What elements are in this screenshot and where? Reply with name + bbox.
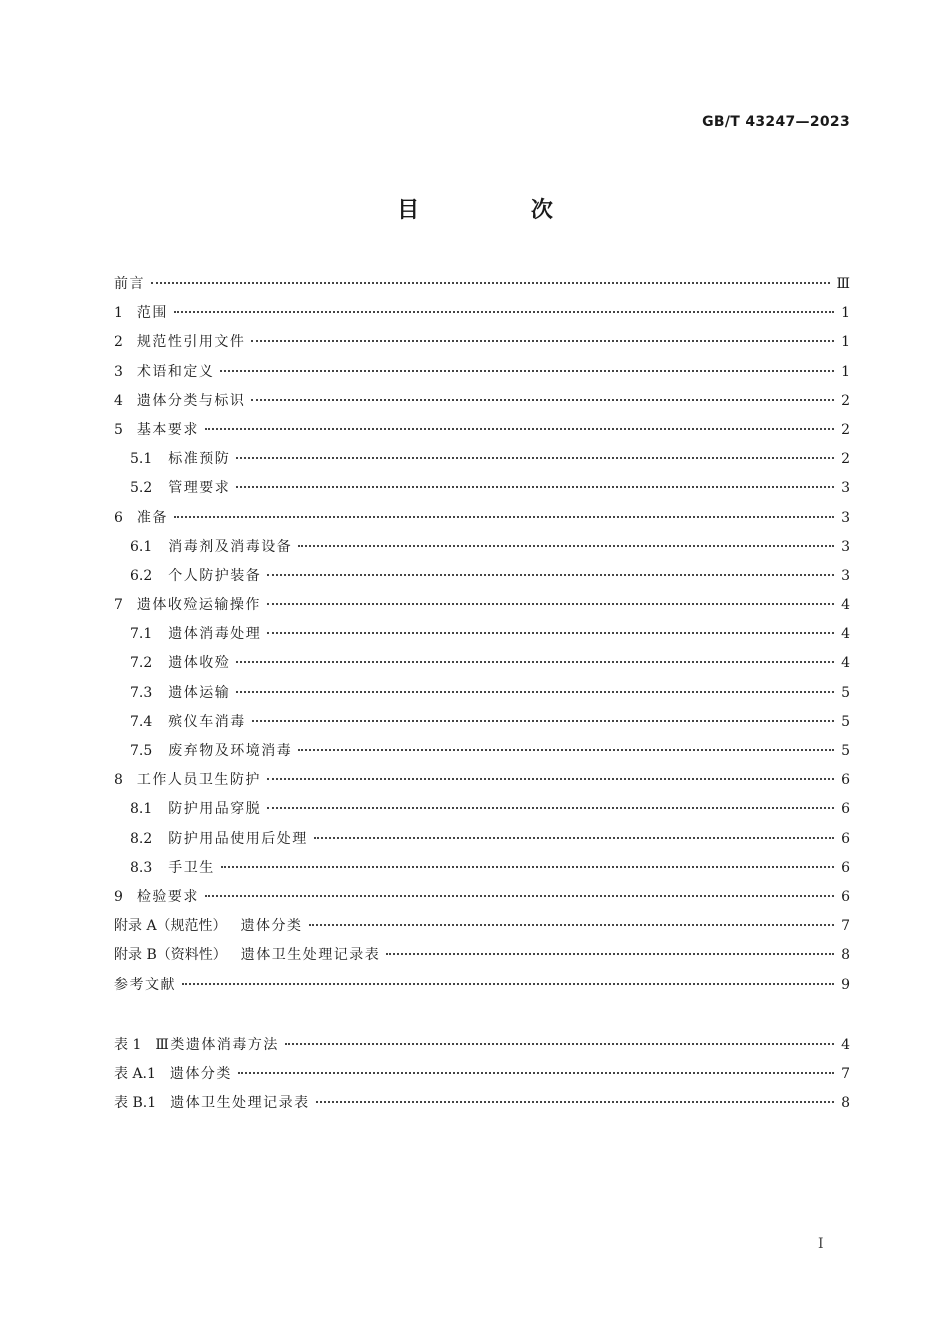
entry-number: 5.2 [130,480,153,497]
entry-page-number: 3 [841,567,850,584]
entry-number: 1 [114,305,123,322]
table-of-contents [114,270,850,1000]
entry-title: 遗体消毒处理 [168,626,262,643]
entry-number: 7.2 [130,655,153,672]
dot-leader [151,281,830,284]
entry-page-number: 3 [841,480,850,497]
entry-title: 规范性引用文件 [136,334,246,351]
entry-number: 3 [114,363,123,380]
entry-number: 8.3 [130,859,153,876]
entry-page-number: 6 [841,830,850,847]
toc-entry[interactable] [114,445,850,474]
toc-entry[interactable] [114,562,850,591]
entry-title: 遗体收殓 [168,655,231,672]
entry-number: 8.2 [130,830,153,847]
dot-leader [314,836,834,839]
entry-page-number: 6 [841,888,850,905]
dot-leader [386,952,834,955]
entry-title: 遗体分类与标识 [136,392,246,409]
entry-page-number: Ⅲ [836,276,850,292]
toc-entry[interactable] [114,649,850,678]
entry-title: 手卫生 [168,859,215,876]
entry-title: 遗体运输 [168,684,231,701]
toc-entry[interactable] [114,533,850,562]
toc-entry[interactable] [114,912,850,941]
entry-number: 表 1 [114,1037,142,1053]
toc-entry[interactable] [114,387,850,416]
page-title: 目 次 [397,198,605,223]
dot-leader [236,456,834,459]
entry-number: 6.2 [130,567,153,584]
entry-title: 防护用品使用后处理 [168,830,308,847]
toc-entry[interactable] [114,679,850,708]
toc-entry[interactable] [114,737,850,766]
entry-number: 7 [114,597,123,614]
dot-leader [267,806,834,809]
entry-page-number: 6 [841,801,850,818]
entry-title: 个人防护装备 [168,567,262,584]
toc-entry[interactable] [114,941,850,970]
entry-page-number: 2 [841,392,850,409]
dot-leader [238,1071,834,1074]
entry-number: 6 [114,509,123,526]
entry-page-number: 1 [841,363,850,380]
table-list-entry[interactable] [114,1089,850,1118]
dot-leader [267,573,834,576]
toc-entry[interactable] [114,971,850,1000]
dot-leader [205,427,834,430]
toc-entry[interactable] [114,854,850,883]
entry-number: 7.5 [130,743,153,759]
entry-title: 标准预防 [168,451,231,468]
dot-leader [267,602,834,605]
toc-entry[interactable] [114,795,850,824]
table-list-entry[interactable] [114,1060,850,1089]
entry-page-number: 3 [841,509,850,526]
entry-number: 表 A.1 [114,1066,156,1083]
toc-entry[interactable] [114,474,850,503]
entry-page-number: 9 [841,976,850,993]
entry-title: 废弃物及环境消毒 [168,743,293,759]
toc-entry[interactable] [114,825,850,854]
dot-leader [251,398,834,401]
dot-leader [220,369,834,372]
entry-title: 检验要求 [136,888,199,905]
entry-page-number: 2 [841,451,850,468]
entry-page-number: 6 [841,772,850,789]
toc-entry[interactable] [114,270,850,299]
toc-entry[interactable] [114,708,850,737]
entry-number: 7.1 [130,626,153,643]
entry-number: 5 [114,421,123,438]
entry-title: 遗体收殓运输操作 [136,597,261,614]
entry-title: 遗体分类 [169,1066,232,1083]
entry-title: Ⅲ类遗体消毒方法 [155,1037,279,1053]
entry-number: 8 [114,772,123,789]
dot-leader [267,631,834,634]
dot-leader [316,1100,834,1103]
entry-page-number: 4 [841,655,850,672]
entry-number: 5.1 [130,451,153,468]
entry-title: 工作人员卫生防护 [136,772,261,789]
dot-leader [267,777,834,780]
entry-page-number: 7 [841,1066,850,1083]
dot-leader [309,923,834,926]
dot-leader [236,485,834,488]
entry-title: 遗体分类 [240,918,303,935]
entry-title: 范围 [136,305,168,322]
page-number: I [818,1236,824,1252]
toc-entry[interactable] [114,883,850,912]
entry-page-number: 8 [841,947,850,964]
entry-number: 4 [114,392,123,409]
toc-entry[interactable] [114,620,850,649]
entry-title: 术语和定义 [136,363,215,380]
dot-leader [285,1042,834,1045]
dot-leader [236,660,834,663]
entry-page-number: 6 [841,859,850,876]
entry-page-number: 2 [841,421,850,438]
dot-leader [298,748,834,751]
dot-leader [236,690,834,693]
entry-title: 准备 [136,509,168,526]
standard-code: GB/T 43247—2023 [702,114,850,130]
entry-title: 遗体卫生处理记录表 [170,1095,310,1112]
table-list-entry[interactable] [114,1031,850,1060]
entry-page-number: 7 [841,918,850,935]
entry-number: 8.1 [130,801,153,818]
entry-title: 参考文献 [114,976,176,993]
entry-title: 管理要求 [168,480,231,497]
entry-title: 遗体卫生处理记录表 [240,947,381,964]
entry-number: 9 [114,888,123,905]
entry-page-number: 4 [841,597,850,614]
dot-leader [174,515,834,518]
toc-entry[interactable] [114,358,850,387]
entry-number: 7.4 [130,713,153,730]
entry-page-number: 4 [841,626,850,643]
entry-title: 防护用品穿脱 [168,801,262,818]
dot-leader [252,719,834,722]
entry-number: 6.1 [130,538,153,555]
toc-entry[interactable] [114,504,850,533]
entry-page-number: 4 [841,1037,850,1053]
entry-page-number: 8 [841,1095,850,1112]
entry-number: 7.3 [130,684,153,701]
entry-title: 殡仪车消毒 [168,713,246,730]
dot-leader [182,982,834,985]
entry-page-number: 5 [841,743,850,759]
entry-title: 消毒剂及消毒设备 [168,538,293,555]
toc-entry[interactable] [114,299,850,328]
entry-page-number: 1 [841,305,850,322]
toc-entry[interactable] [114,591,850,620]
dot-leader [221,865,834,868]
entry-title: 前言 [114,276,145,292]
entry-number: 表 B.1 [114,1095,157,1112]
entry-page-number: 5 [841,684,850,701]
entry-number: 附录 B（资料性） [114,947,227,964]
entry-number: 附录 A（规范性） [114,918,227,935]
entry-page-number: 5 [841,713,850,730]
entry-number: 2 [114,334,123,351]
dot-leader [298,544,834,547]
dot-leader [251,339,834,342]
dot-leader [205,894,834,897]
entry-title: 基本要求 [136,421,199,438]
list-of-tables [114,1031,850,1119]
dot-leader [174,310,834,313]
toc-entry[interactable] [114,416,850,445]
toc-entry[interactable] [114,328,850,357]
toc-entry[interactable] [114,766,850,795]
entry-page-number: 1 [841,334,850,351]
entry-page-number: 3 [841,538,850,555]
